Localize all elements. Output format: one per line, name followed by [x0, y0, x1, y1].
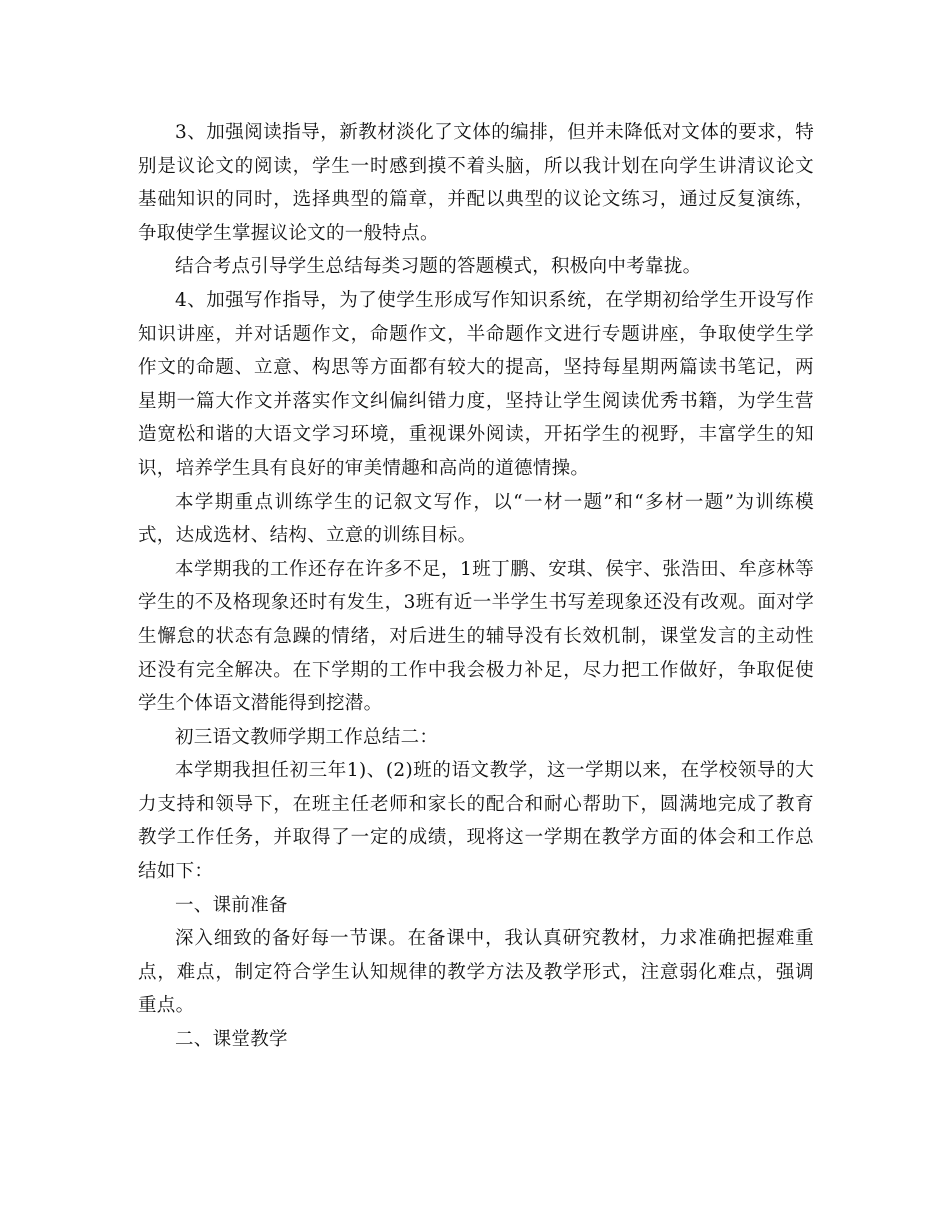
paragraph-lesson-preparation: 深入细致的备好每一节课。在备课中，我认真研究教材，力求准确把握难重点，难点，制定符合学生认知规律的教学方法及教学形式，注意弱化难点，强调重点。	[138, 928, 814, 1017]
paragraph-reading-guidance: 3、加强阅读指导，新教材淡化了文体的编排，但并未降低对文体的要求，特别是议论文的阅读，学生一时感到摸不着头脑，所以我计划在向学生讲清议论文基础知识的同时，选择典型的篇章，并配以典型的议论文练习，通过反复演练，争取使学生掌握议论文的一般特点。	[138, 122, 814, 244]
section-title-summary-two: 初三语文教师学期工作总结二：	[175, 726, 439, 748]
document-body	[138, 116, 814, 1057]
paragraph-narrative-writing: 本学期重点训练学生的记叙文写作，以“一材一题”和“多材一题”为训练模式，达成选材、结构、立意的训练目标。	[138, 491, 814, 547]
paragraph-writing-guidance: 4、加强写作指导，为了使学生形成写作知识系统，在学期初给学生开设写作知识讲座，并对话题作文，命题作文，半命题作文进行专题讲座，争取使学生学作文的命题、立意、构思等方面都有较大的提高，坚持每星期两篇读书笔记，两星期一篇大作文并落实作文纠偏纠错力度，坚持让学生阅读优秀书籍，为学生营造宽松和谐的大语文学习环境，重视课外阅读，开拓学生的视野，丰富学生的知识，培养学生具有良好的审美情趣和高尚的道德情操。	[138, 289, 814, 479]
paragraph-summary-intro: 本学期我担任初三年1)、(2)班的语文教学，这一学期以来，在学校领导的大力支持和领导下，在班主任老师和家长的配合和耐心帮助下，圆满地完成了教育教学工作任务，并取得了一定的成绩，现将这一学期在教学方面的体会和工作总结如下：	[138, 760, 814, 883]
paragraph-exam-patterns: 结合考点引导学生总结每类习题的答题模式，积极向中考靠拢。	[175, 256, 702, 278]
heading-lesson-preparation: 一、课前准备	[175, 894, 288, 916]
heading-classroom-teaching: 二、课堂教学	[175, 1029, 288, 1051]
paragraph-shortcomings: 本学期我的工作还存在许多不足，1班丁鹏、安琪、侯宇、张浩田、牟彦林等学生的不及格现象还时有发生，3班有近一半学生书写差现象还没有改观。面对学生懈怠的状态有急躁的情绪，对后进生的辅导没有长效机制，课堂发言的主动性还没有完全解决。在下学期的工作中我会极力补足，尽力把工作做好，争取促使学生个体语文潜能得到挖潜。	[138, 558, 814, 715]
